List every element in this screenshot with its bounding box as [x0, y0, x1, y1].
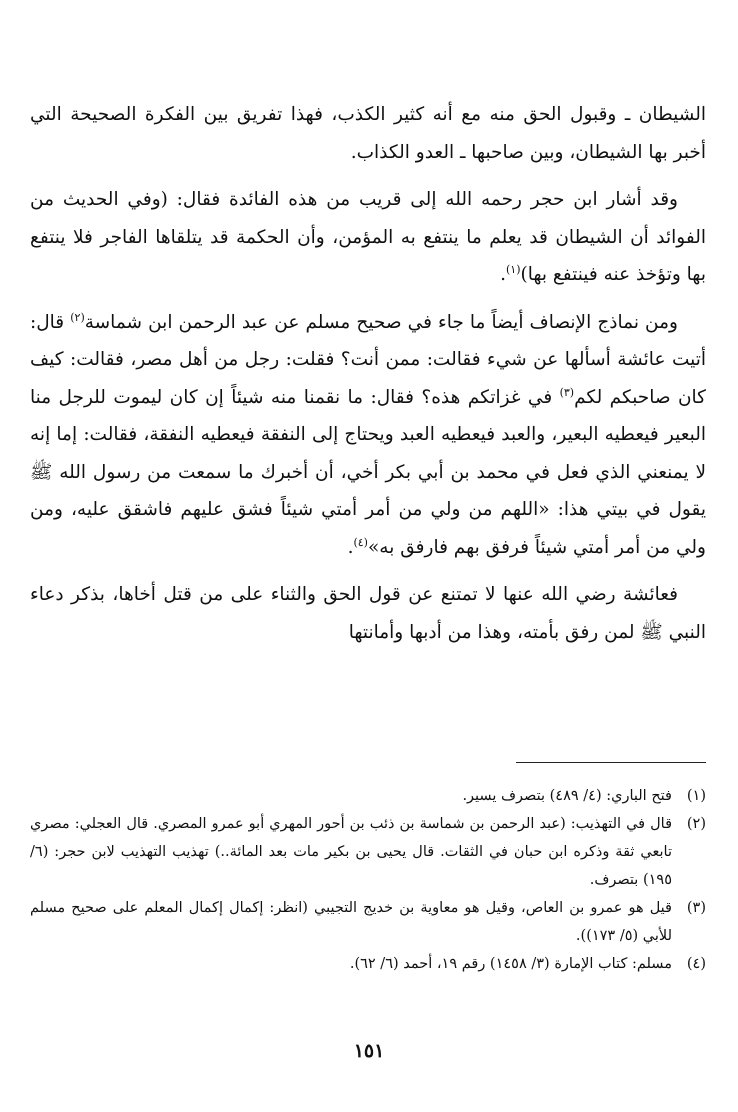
- paragraph-1-text: الشيطان ـ وقبول الحق منه مع أنه كثير الكذب، فهذا تفريق بين الفكرة الصحيحة التي أخبر بها الشيطان، وبين صاحبها ـ العدو الكذاب.: [30, 104, 706, 163]
- footnotes-section: [30, 782, 706, 978]
- footnote-text: قيل هو عمرو بن العاص، وقيل هو معاوية بن خديج التجيبي (انظر: إكمال إكمال المعلم على صحيح مسلم للأبي (٥/ ١٧٣)).: [30, 900, 672, 944]
- page-number: ١٥١: [353, 1040, 385, 1062]
- paragraph-3-end: .: [347, 536, 354, 558]
- footnote-2: [30, 810, 706, 894]
- footnote-ref-3: (٣): [559, 385, 575, 399]
- paragraph-2-end: .: [500, 264, 506, 285]
- paragraph-1: [30, 96, 706, 171]
- paragraph-4-text: فعائشة رضي الله عنها لا تمتنع عن قول الحق والثناء على من قتل أخاها، بذكر دعاء النبي ﷺ لمن رفق بأمته، وهذا من أدبها وأمانتها: [30, 584, 706, 643]
- paragraph-2: [30, 181, 706, 294]
- footnote-ref-2: (٢): [70, 310, 85, 324]
- body-text: [30, 96, 706, 651]
- footnote-ref-1: (١): [505, 262, 521, 276]
- paragraph-4: [30, 576, 706, 651]
- paragraph-3-part-a: ومن نماذج الإنصاف أيضاً ما جاء في صحيح مسلم عن عبد الرحمن ابن شماسة: [84, 311, 678, 333]
- footnote-text: قال في التهذيب: (عبد الرحمن بن شماسة بن ذئب بن أحور المهري أبو عمرو المصري. قال العجلي: مصري تابعي ثقة وذكره ابن حبان في الثقات. قال يحيى بن بكير مات بعد المائة..) تهذيب التهذيب لابن حجر: (٦/ ١٩٥) بتصرف.: [30, 816, 672, 888]
- footnote-number: (٣): [686, 900, 706, 916]
- footnote-number: (٢): [686, 816, 706, 832]
- footnote-3: [30, 894, 706, 950]
- paragraph-2-text: وقد أشار ابن حجر رحمه الله إلى قريب من هذه الفائدة فقال: (وفي الحديث من الفوائد أن الشيطان قد يعلم ما ينتفع به المؤمن، وأن الحكمة قد يتلقاها الفاجر فلا ينتفع بها وتؤخذ عنه فينتفع بها): [30, 189, 706, 285]
- footnote-number: (١): [686, 788, 706, 804]
- footnote-number: (٤): [686, 956, 706, 972]
- paragraph-3-part-c: في غزاتكم هذه؟ فقال: ما نقمنا منه شيئاً إن كان ليموت للرجل منا البعير فيعطيه البعير، والعبد فيعطيه العبد ويحتاج إلى النفقة فيعطيه النفقة، فقالت: إما إنه لا يمنعني الذي فعل في محمد بن أبي بكر أخي، أن أخبرك ما سمعت من رسول الله ﷺ يقول في بيتي هذا: «اللهم من ولي من أمر أمتي شيئاً فشق عليهم فاشقق عليه، ومن ولي من أمر أمتي شيئاً فرفق بهم فارفق به»: [30, 386, 706, 558]
- footnote-text: مسلم: كتاب الإمارة (٣/ ١٤٥٨) رقم ١٩، أحمد (٦/ ٦٢).: [349, 956, 672, 972]
- footnote-divider: [516, 762, 706, 763]
- paragraph-3-part-b: قال: أتيت عائشة أسألها عن شيء فقالت: ممن أنت؟ فقلت: رجل من أهل مصر، فقالت: كيف كان صاحبكم لكم: [30, 311, 706, 408]
- footnote-4: [30, 950, 706, 978]
- footnote-text: فتح الباري: (٤/ ٤٨٩) بتصرف يسير.: [462, 788, 672, 804]
- footnote-1: [30, 782, 706, 810]
- main-text-column: [30, 96, 706, 661]
- paragraph-3: [30, 304, 706, 567]
- footnote-ref-4: (٤): [353, 535, 368, 549]
